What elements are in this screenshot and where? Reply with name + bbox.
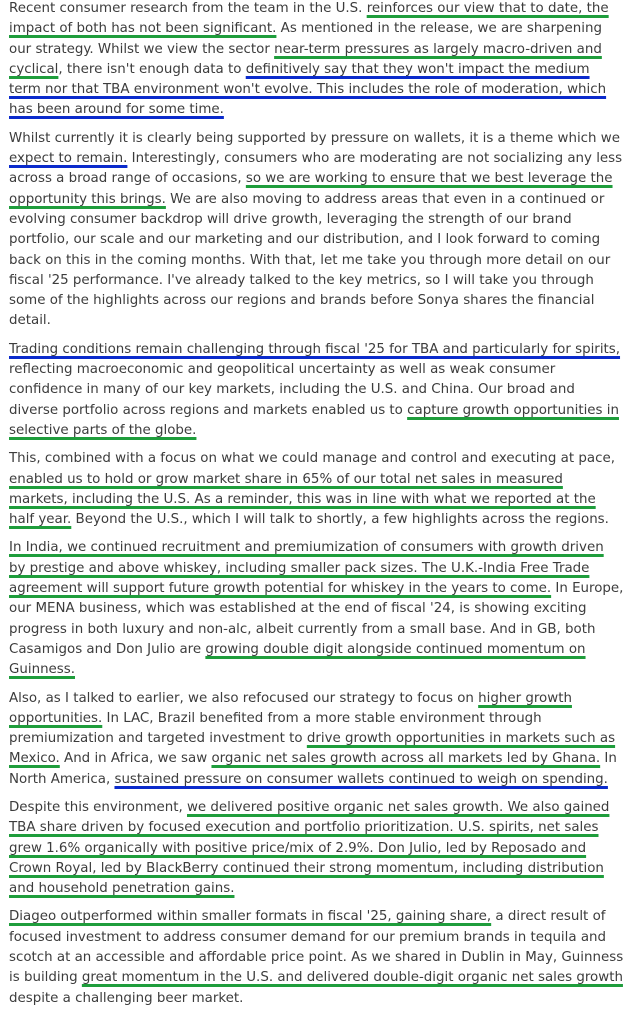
highlighted-text-green: organic net sales growth across all markets led by Ghana. (211, 751, 601, 767)
body-text: , there isn't enough data to (58, 61, 246, 77)
highlighted-text-green: enabled us to hold or grow market share in 65% of our total net sales in measured markets, including the U.S. As a reminder, this was in line with what we reported at the half year. (9, 471, 596, 528)
paragraph-smaller-formats (9, 907, 624, 1008)
paragraph-us-spirits (9, 798, 624, 899)
highlighted-text-green: Diageo outperformed within smaller formats in fiscal '25, gaining share, (9, 909, 492, 925)
body-text: In Europe, our MENA business, which was established at the end of fiscal '24, is showing exciting progress in both luxury and non-alc, albeit currently from a small base. And in GB, both Casamigos and Don Julio are (9, 581, 624, 657)
body-text: In North America, (9, 751, 617, 787)
body-text: despite a challenging beer market. (9, 990, 244, 1006)
paragraph-lac-africa (9, 689, 624, 790)
highlighted-text-green: near-term pressures as largely macro-driven and cyclical (9, 41, 602, 77)
paragraph-india-europe (9, 538, 624, 680)
body-text: In LAC, Brazil benefited from a more stable environment through premiumization and targeted investment to (9, 710, 542, 747)
highlighted-text-green: so we are working to ensure that we best leverage the opportunity this brings. (9, 171, 613, 207)
highlighted-text-blue: sustained pressure on consumer wallets continued to weigh on spending. (114, 771, 608, 787)
body-text: This, combined with a focus on what we could manage and control and executing at pace, (9, 451, 615, 467)
highlighted-text-blue: definitively say that they won't impact the medium term nor that TBA environment won't evolve. This includes the role of moderation, which has been around for some time. (9, 61, 607, 118)
highlighted-text-green: higher growth opportunities. (9, 690, 572, 726)
body-text: Also, as I talked to earlier, we also refocused our strategy to focus on (9, 690, 479, 706)
body-text: a direct result of focused investment to address consumer demand for our premium brands in tequila and scotch at an accessible and affordable price point. As we shared in Dublin in May, Guinness is building (9, 909, 624, 986)
highlighted-text-green: reinforces our view that to date, the impact of both has not been significant. (9, 1, 609, 37)
body-text: Interestingly, consumers who are moderating are not socializing any less across a broad range of occasions, (9, 151, 623, 187)
highlighted-text-green: great momentum in the U.S. and delivered double-digit organic net sales growth (81, 970, 623, 986)
paragraph-market-share (9, 449, 624, 530)
body-text: reflecting macroeconomic and geopolitical uncertainty as well as weak consumer confidence in many of our key markets, including the U.S. and China. Our broad and diverse portfolio across regions and markets enabled us to (9, 362, 575, 418)
body-text: As mentioned in the release, we are sharpening our strategy. Whilst we view the sector (9, 21, 602, 57)
highlighted-text-green: growing double digit alongside continued momentum on Guinness. (9, 641, 586, 678)
body-text: Whilst currently it is clearly being supported by pressure on wallets, it is a theme which we (9, 130, 620, 146)
body-text: We are also moving to address areas that even in a continued or evolving consumer backdrop will drive growth, leveraging the strength of our brand portfolio, our scale and our marketing and our distribution, and I look forward to coming back on this in the coming months. With that, let me take you through more detail on our fiscal '25 performance. I've already talked to the key metrics, so I will take you through some of the highlights across our regions and brands before Sonya shares the financial detail. (9, 191, 611, 329)
paragraph-research (9, 0, 624, 121)
paragraph-trading-conditions (9, 340, 624, 441)
body-text: Recent consumer research from the team in the U.S. (9, 1, 367, 16)
body-text: And in Africa, we saw (59, 751, 212, 767)
highlighted-text-blue: Trading conditions remain challenging through fiscal '25 for TBA and particularly for spirits, (9, 341, 621, 357)
body-text: Beyond the U.S., which I will talk to shortly, a few highlights across the regions. (71, 512, 609, 528)
body-text: Despite this environment, (9, 799, 187, 815)
highlighted-text-green: capture growth opportunities in selective parts of the globe. (9, 402, 619, 438)
highlighted-text-blue: expect to remain. (9, 151, 128, 167)
highlighted-text-green: In India, we continued recruitment and premiumization of consumers with growth driven by prestige and above whiskey, including smaller pack sizes. The U.K.-India Free Trade agreement will support future growth potential for whiskey in the years to come. (9, 540, 604, 597)
paragraph-moderation (9, 129, 624, 332)
highlighted-text-green: drive growth opportunities in markets such as Mexico. (9, 731, 616, 767)
highlighted-text-green: we delivered positive organic net sales growth. We also gained TBA share driven by focused execution and portfolio prioritization. U.S. spirits, net sales grew 1.6% organically with positive price/mix of 2.9%. Don Julio, led by Reposado and Crown Royal, led by BlackBerry continued their strong momentum, including distribution and household penetration gains. (9, 799, 610, 897)
